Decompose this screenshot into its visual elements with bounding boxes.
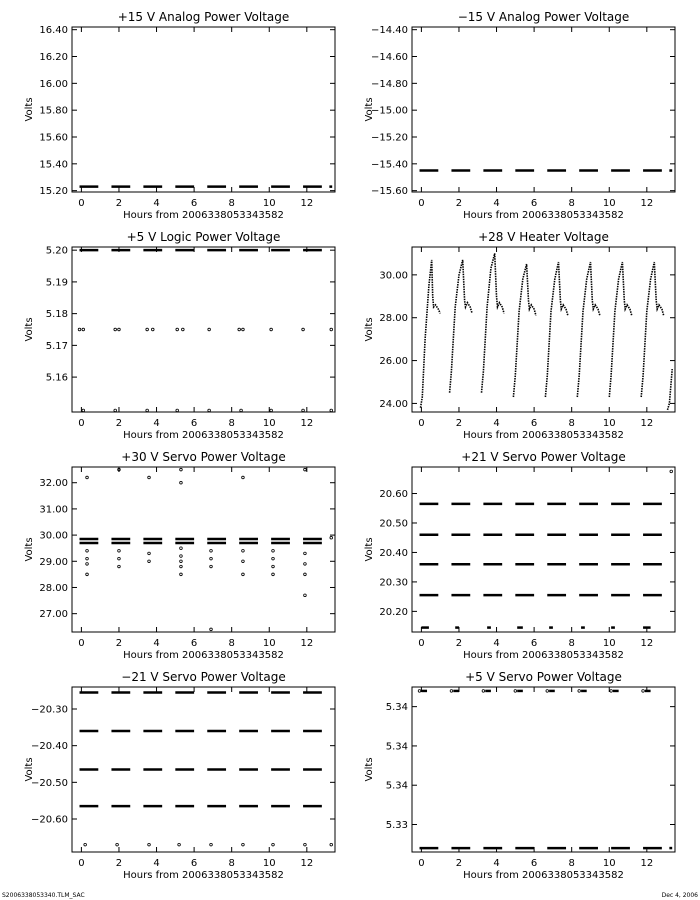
data-point bbox=[304, 468, 307, 471]
x-tick-label: 12 bbox=[300, 858, 314, 869]
data-point bbox=[242, 476, 245, 479]
y-tick-label: 5.34 bbox=[385, 780, 408, 792]
data-series-line bbox=[513, 264, 536, 397]
chart-title: +5 V Servo Power Voltage bbox=[465, 670, 622, 684]
x-tick-label: 2 bbox=[455, 858, 463, 869]
data-point bbox=[86, 557, 89, 560]
x-tick-label: 0 bbox=[418, 638, 425, 649]
data-point bbox=[180, 573, 183, 576]
x-axis-label: Hours from 2006338053343582 bbox=[463, 870, 624, 881]
data-point bbox=[670, 470, 673, 473]
data-point bbox=[272, 565, 275, 568]
data-point bbox=[180, 481, 183, 484]
data-point bbox=[86, 563, 89, 566]
x-tick-label: 12 bbox=[640, 198, 654, 209]
data-point bbox=[146, 328, 149, 331]
data-point bbox=[151, 328, 154, 331]
y-axis-label: Volts bbox=[24, 317, 35, 342]
y-tick-label: −14.60 bbox=[370, 52, 408, 64]
y-tick-label: 16.40 bbox=[39, 25, 68, 37]
y-axis-label: Volts bbox=[364, 537, 375, 562]
y-tick-label: −14.80 bbox=[370, 78, 408, 90]
chart-panel-5 bbox=[24, 450, 335, 661]
chart-panel-3 bbox=[24, 230, 335, 441]
plot-frame bbox=[412, 687, 675, 852]
data-point bbox=[272, 573, 275, 576]
data-series-line bbox=[450, 260, 473, 393]
data-point bbox=[82, 328, 85, 331]
x-tick-label: 10 bbox=[602, 638, 616, 649]
x-tick-label: 12 bbox=[640, 638, 654, 649]
x-tick-label: 0 bbox=[78, 858, 85, 869]
x-tick-label: 0 bbox=[78, 638, 85, 649]
y-tick-label: 5.33 bbox=[385, 820, 408, 831]
y-tick-label: 29.00 bbox=[39, 556, 68, 568]
chart-title: +30 V Servo Power Voltage bbox=[121, 450, 286, 464]
data-point bbox=[146, 409, 149, 412]
x-tick-label: 2 bbox=[115, 858, 123, 869]
x-tick-label: 6 bbox=[530, 638, 538, 649]
data-point bbox=[238, 328, 241, 331]
x-tick-label: 12 bbox=[300, 418, 314, 429]
data-point bbox=[642, 690, 645, 693]
data-point bbox=[180, 565, 183, 568]
x-tick-label: 12 bbox=[300, 638, 314, 649]
x-tick-label: 2 bbox=[455, 198, 463, 209]
x-tick-label: 6 bbox=[530, 198, 538, 209]
x-tick-label: 8 bbox=[568, 198, 575, 209]
chart-panel-2 bbox=[364, 10, 675, 221]
data-point bbox=[482, 690, 485, 693]
data-point bbox=[210, 628, 213, 631]
data-point bbox=[330, 843, 333, 846]
x-tick-label: 0 bbox=[78, 418, 85, 429]
data-point bbox=[118, 328, 121, 331]
data-point bbox=[270, 328, 273, 331]
x-tick-label: 12 bbox=[640, 418, 654, 429]
data-point bbox=[148, 476, 151, 479]
footer-filename: S2006338053340.TLM_SAC bbox=[2, 892, 85, 899]
data-point bbox=[450, 690, 453, 693]
data-point bbox=[302, 328, 305, 331]
y-tick-label: 20.50 bbox=[379, 518, 408, 530]
data-marks bbox=[78, 250, 332, 412]
x-tick-label: 10 bbox=[262, 418, 276, 429]
chart-panel-4 bbox=[364, 230, 675, 441]
data-point bbox=[180, 547, 183, 550]
x-axis-label: Hours from 2006338053343582 bbox=[123, 870, 284, 881]
data-point bbox=[210, 557, 213, 560]
x-tick-label: 4 bbox=[153, 858, 160, 869]
y-axis-label: Volts bbox=[364, 97, 375, 122]
data-point bbox=[118, 565, 121, 568]
x-tick-label: 8 bbox=[568, 638, 575, 649]
data-point bbox=[330, 536, 333, 539]
plot-frame bbox=[72, 247, 335, 412]
data-point bbox=[148, 560, 151, 563]
data-point bbox=[210, 565, 213, 568]
y-tick-label: 16.20 bbox=[39, 52, 68, 64]
plot-frame bbox=[412, 27, 675, 192]
chart-title: +5 V Logic Power Voltage bbox=[126, 230, 281, 244]
data-point bbox=[304, 843, 307, 846]
data-point bbox=[546, 690, 549, 693]
data-series-line bbox=[641, 262, 664, 397]
y-tick-label: 15.80 bbox=[39, 105, 68, 117]
chart-panel-6 bbox=[364, 450, 675, 661]
y-tick-label: 5.34 bbox=[385, 741, 408, 753]
plot-frame bbox=[412, 467, 675, 632]
y-tick-label: 28.00 bbox=[379, 313, 408, 325]
x-tick-label: 10 bbox=[602, 418, 616, 429]
data-point bbox=[180, 468, 183, 471]
data-point bbox=[114, 409, 117, 412]
x-tick-label: 12 bbox=[300, 198, 314, 209]
y-tick-label: 28.00 bbox=[39, 582, 68, 594]
y-tick-label: 30.00 bbox=[379, 270, 408, 282]
x-tick-label: 6 bbox=[190, 638, 198, 649]
x-tick-label: 6 bbox=[190, 198, 198, 209]
y-tick-label: 20.30 bbox=[379, 577, 408, 589]
data-point bbox=[330, 328, 333, 331]
plot-frame bbox=[412, 247, 675, 412]
x-tick-label: 10 bbox=[602, 858, 616, 869]
data-series-line bbox=[609, 262, 632, 397]
chart-panel-1 bbox=[24, 10, 335, 221]
data-point bbox=[208, 409, 211, 412]
y-tick-label: 15.60 bbox=[39, 132, 68, 144]
plot-frame bbox=[72, 27, 335, 192]
x-tick-label: 12 bbox=[640, 858, 654, 869]
data-series-line bbox=[545, 262, 568, 397]
chart-title: +21 V Servo Power Voltage bbox=[461, 450, 626, 464]
y-axis-label: Volts bbox=[364, 757, 375, 782]
data-point bbox=[330, 409, 333, 412]
y-tick-label: 5.16 bbox=[45, 372, 68, 384]
data-marks bbox=[418, 690, 672, 848]
y-tick-label: 32.00 bbox=[39, 478, 68, 490]
y-tick-label: 15.20 bbox=[39, 186, 68, 198]
x-tick-label: 2 bbox=[455, 638, 463, 649]
x-tick-label: 2 bbox=[115, 638, 123, 649]
data-point bbox=[242, 550, 245, 553]
x-tick-label: 4 bbox=[493, 418, 500, 429]
data-marks bbox=[421, 253, 673, 410]
y-tick-label: 27.00 bbox=[39, 609, 68, 621]
data-point bbox=[176, 409, 179, 412]
x-axis-label: Hours from 2006338053343582 bbox=[463, 210, 624, 221]
x-tick-label: 2 bbox=[455, 418, 463, 429]
x-tick-label: 4 bbox=[153, 198, 160, 209]
y-tick-label: 5.19 bbox=[45, 277, 68, 289]
x-tick-label: 6 bbox=[190, 418, 198, 429]
x-tick-label: 8 bbox=[228, 198, 235, 209]
x-tick-label: 10 bbox=[262, 638, 276, 649]
y-tick-label: 20.40 bbox=[379, 547, 408, 559]
x-tick-label: 10 bbox=[262, 198, 276, 209]
data-point bbox=[272, 843, 275, 846]
data-point bbox=[180, 560, 183, 563]
y-tick-label: −20.60 bbox=[30, 814, 68, 826]
y-tick-label: 5.34 bbox=[385, 702, 408, 714]
data-point bbox=[114, 328, 117, 331]
data-point bbox=[610, 690, 613, 693]
x-axis-label: Hours from 2006338053343582 bbox=[123, 210, 284, 221]
x-tick-label: 8 bbox=[568, 418, 575, 429]
data-point bbox=[86, 550, 89, 553]
x-tick-label: 8 bbox=[228, 858, 235, 869]
y-tick-label: −15.40 bbox=[370, 159, 408, 171]
data-series-line bbox=[482, 253, 505, 392]
data-point bbox=[118, 550, 121, 553]
data-point bbox=[418, 690, 421, 693]
y-tick-label: 5.20 bbox=[45, 245, 68, 257]
data-point bbox=[242, 573, 245, 576]
data-point bbox=[182, 328, 185, 331]
y-tick-label: 26.00 bbox=[379, 356, 408, 368]
x-tick-label: 8 bbox=[568, 858, 575, 869]
x-tick-label: 10 bbox=[602, 198, 616, 209]
y-tick-label: 20.60 bbox=[379, 489, 408, 501]
data-point bbox=[270, 409, 273, 412]
x-tick-label: 4 bbox=[153, 638, 160, 649]
data-point bbox=[304, 563, 307, 566]
x-tick-label: 0 bbox=[78, 198, 85, 209]
y-axis-label: Volts bbox=[24, 757, 35, 782]
data-point bbox=[272, 557, 275, 560]
chart-title: −21 V Servo Power Voltage bbox=[121, 670, 286, 684]
data-point bbox=[148, 552, 151, 555]
data-point bbox=[86, 573, 89, 576]
data-point bbox=[84, 843, 87, 846]
y-tick-label: 20.20 bbox=[379, 606, 408, 618]
x-tick-label: 2 bbox=[115, 198, 123, 209]
data-point bbox=[148, 843, 151, 846]
data-point bbox=[304, 594, 307, 597]
x-tick-label: 4 bbox=[493, 638, 500, 649]
x-axis-label: Hours from 2006338053343582 bbox=[463, 650, 624, 661]
data-point bbox=[180, 555, 183, 558]
y-tick-label: 30.00 bbox=[39, 530, 68, 542]
x-tick-label: 0 bbox=[418, 858, 425, 869]
footer-date: Dec 4, 2006 bbox=[661, 892, 698, 899]
y-axis-label: Volts bbox=[24, 97, 35, 122]
x-tick-label: 8 bbox=[228, 418, 235, 429]
data-point bbox=[82, 409, 85, 412]
chart-title: +28 V Heater Voltage bbox=[478, 230, 609, 244]
data-point bbox=[116, 843, 119, 846]
x-tick-label: 4 bbox=[493, 858, 500, 869]
y-tick-label: −15.00 bbox=[370, 105, 408, 117]
data-point bbox=[302, 409, 305, 412]
data-series-line bbox=[577, 262, 600, 397]
data-point bbox=[210, 843, 213, 846]
data-point bbox=[176, 328, 179, 331]
y-tick-label: −20.50 bbox=[30, 777, 68, 789]
y-tick-label: 16.00 bbox=[39, 78, 68, 90]
data-point bbox=[578, 690, 581, 693]
data-point bbox=[304, 552, 307, 555]
data-point bbox=[78, 328, 81, 331]
data-point bbox=[178, 843, 181, 846]
y-tick-label: −15.60 bbox=[370, 186, 408, 198]
chart-panel-8 bbox=[364, 670, 675, 881]
x-tick-label: 6 bbox=[530, 418, 538, 429]
chart-title: −15 V Analog Power Voltage bbox=[457, 10, 630, 24]
x-axis-label: Hours from 2006338053343582 bbox=[123, 430, 284, 441]
y-tick-label: −15.20 bbox=[370, 132, 408, 144]
y-tick-label: 5.18 bbox=[45, 309, 68, 321]
data-marks bbox=[80, 468, 333, 630]
data-point bbox=[242, 328, 245, 331]
y-tick-label: −20.30 bbox=[30, 704, 68, 716]
data-point bbox=[118, 557, 121, 560]
x-tick-label: 4 bbox=[153, 418, 160, 429]
x-tick-label: 0 bbox=[418, 418, 425, 429]
data-point bbox=[210, 550, 213, 553]
x-tick-label: 6 bbox=[530, 858, 538, 869]
data-marks bbox=[80, 693, 333, 846]
plot-frame bbox=[72, 467, 335, 632]
y-tick-label: 5.17 bbox=[45, 340, 68, 352]
data-point bbox=[514, 690, 517, 693]
data-point bbox=[240, 409, 243, 412]
y-axis-label: Volts bbox=[24, 537, 35, 562]
x-tick-label: 8 bbox=[228, 638, 235, 649]
y-axis-label: Volts bbox=[364, 317, 375, 342]
data-point bbox=[272, 550, 275, 553]
data-series-line bbox=[421, 260, 441, 408]
y-tick-label: 24.00 bbox=[379, 398, 408, 410]
chart-panel-7 bbox=[24, 670, 335, 881]
data-point bbox=[304, 573, 307, 576]
x-tick-label: 2 bbox=[115, 418, 123, 429]
data-point bbox=[86, 476, 89, 479]
x-axis-label: Hours from 2006338053343582 bbox=[123, 650, 284, 661]
data-point bbox=[242, 560, 245, 563]
x-tick-label: 0 bbox=[418, 198, 425, 209]
data-point bbox=[242, 843, 245, 846]
x-tick-label: 10 bbox=[262, 858, 276, 869]
data-point bbox=[208, 328, 211, 331]
y-tick-label: 15.40 bbox=[39, 159, 68, 171]
y-tick-label: −14.40 bbox=[370, 25, 408, 37]
x-tick-label: 4 bbox=[493, 198, 500, 209]
y-tick-label: 31.00 bbox=[39, 504, 68, 516]
x-axis-label: Hours from 2006338053343582 bbox=[463, 430, 624, 441]
y-tick-label: −20.40 bbox=[30, 741, 68, 753]
chart-title: +15 V Analog Power Voltage bbox=[117, 10, 290, 24]
data-marks bbox=[420, 470, 673, 627]
x-tick-label: 6 bbox=[190, 858, 198, 869]
